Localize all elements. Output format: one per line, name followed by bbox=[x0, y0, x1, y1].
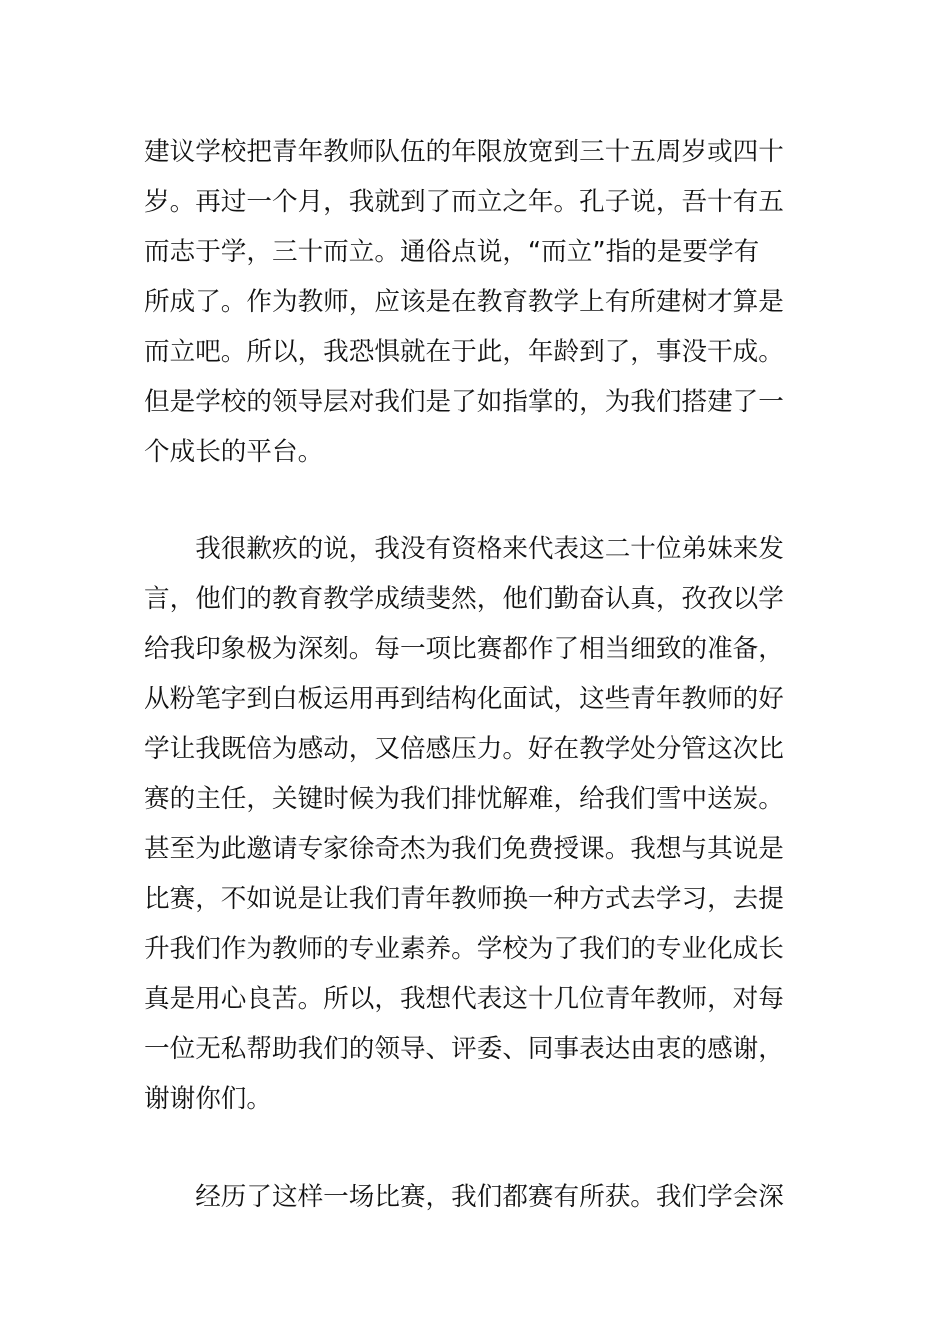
text-line: 而志于学，三十而立。通俗点说，“而立”指的是要学有 bbox=[144, 237, 760, 267]
text-line: 赛的主任，关键时候为我们排忧解难，给我们雪中送炭。 bbox=[144, 784, 784, 814]
paragraph-1 bbox=[144, 127, 806, 477]
text-line: 而立吧。所以，我恐惧就在于此，年龄到了，事没干成。 bbox=[144, 337, 784, 367]
text-line: 但是学校的领导层对我们是了如指掌的，为我们搭建了一 bbox=[144, 387, 784, 417]
text-line: 个成长的平台。 bbox=[144, 437, 324, 467]
text-line: 所成了。作为教师，应该是在教育教学上有所建树才算是 bbox=[144, 287, 784, 317]
text-line: 建议学校把青年教师队伍的年限放宽到三十五周岁或四十 bbox=[144, 137, 784, 167]
text-line: 甚至为此邀请专家徐奇杰为我们免费授课。我想与其说是 bbox=[144, 834, 784, 864]
text-line: 一位无私帮助我们的领导、评委、同事表达由衷的感谢， bbox=[144, 1034, 784, 1064]
text-line: 真是用心良苦。所以，我想代表这十几位青年教师，对每 bbox=[144, 984, 784, 1014]
text-line: 我很歉疚的说，我没有资格来代表这二十位弟妹来发 bbox=[144, 534, 784, 564]
text-line: 从粉笔字到白板运用再到结构化面试，这些青年教师的好 bbox=[144, 684, 784, 714]
text-line: 经历了这样一场比赛，我们都赛有所获。我们学会深 bbox=[144, 1182, 784, 1212]
paragraph-2 bbox=[144, 524, 806, 1124]
text-line: 升我们作为教师的专业素养。学校为了我们的专业化成长 bbox=[144, 934, 784, 964]
text-line: 给我印象极为深刻。每一项比赛都作了相当细致的准备， bbox=[144, 634, 784, 664]
text-line: 言，他们的教育教学成绩斐然，他们勤奋认真，孜孜以学 bbox=[144, 584, 784, 614]
text-line: 岁。再过一个月，我就到了而立之年。孔子说，吾十有五 bbox=[144, 187, 784, 217]
text-line: 学让我既倍为感动，又倍感压力。好在教学处分管这次比 bbox=[144, 734, 784, 764]
text-line: 比赛，不如说是让我们青年教师换一种方式去学习，去提 bbox=[144, 884, 784, 914]
text-line: 谢谢你们。 bbox=[144, 1084, 272, 1114]
paragraph-3 bbox=[144, 1172, 806, 1222]
